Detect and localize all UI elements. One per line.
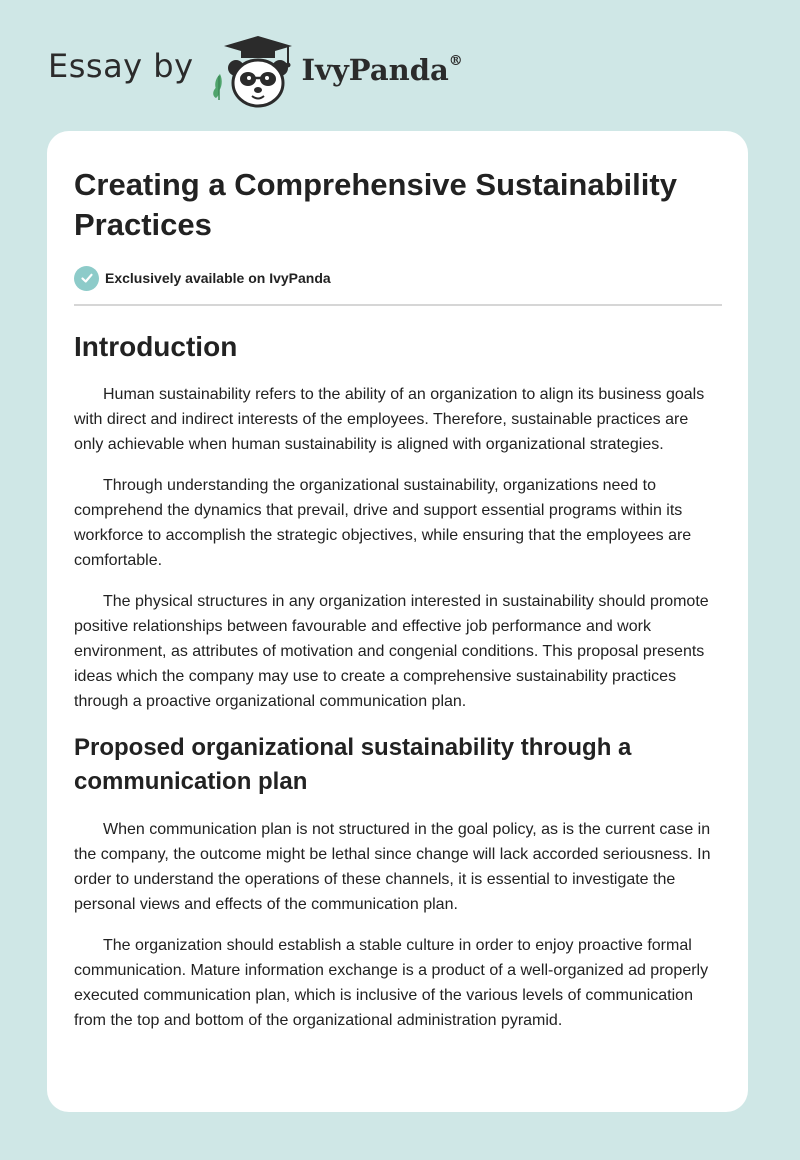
site-header	[48, 30, 463, 110]
paragraph: The organization should establish a stable culture in order to enjoy proactive formal communication. Mature information exchange is a product of a well-organized ad properly executed communication plan, which is inclusive of the various levels of communication from the top and bottom of the organizational administration pyramid.	[74, 937, 709, 1029]
title-divider	[74, 304, 722, 306]
paragraph: Human sustainability refers to the ability of an organization to align its business goals with direct and indirect interests of the employees. Therefore, sustainable practices are only achievable when human sustainability is aligned with organizational strategies.	[74, 386, 705, 453]
essay-card	[47, 131, 748, 1112]
section-heading-introduction: Introduction	[74, 331, 238, 362]
essay-title: Creating a Comprehensive Sustainability Practices	[74, 167, 677, 242]
panda-graduate-logo[interactable]	[208, 30, 298, 110]
paragraph: The physical structures in any organization interested in sustainability should promote positive relationships between favourable and effective job performance and work environment, as attributes of motivation and congenial conditions. This proposal presents ideas which the company may use to create a comprehensive sustainability practices through a proactive organizational communication plan.	[74, 593, 709, 710]
essay-content	[74, 165, 722, 1033]
paragraph: When communication plan is not structured in the goal policy, as is the current case in the company, the outcome might be lethal since change will lack accorded seriousness. In order to understand the operations of these channels, it is essential to investigate the personal views and effects of the communication plan.	[74, 821, 711, 913]
brand-name[interactable]: IvyPanda®	[301, 53, 463, 87]
exclusive-badge	[74, 265, 722, 291]
exclusive-label: Exclusively available on IvyPanda	[105, 270, 331, 286]
check-circle-icon	[74, 266, 99, 291]
paragraph: Through understanding the organizational sustainability, organizations need to comprehend the dynamics that prevail, drive and support essential programs within its workforce to accomplish the strategic objectives, while ensuring that the employees are comfortable.	[74, 477, 692, 569]
essay-by-label: Essay by	[48, 47, 194, 85]
registered-mark: ®	[448, 53, 463, 70]
section-heading-communication-plan: Proposed organizational sustainability through a communication plan	[74, 734, 632, 795]
